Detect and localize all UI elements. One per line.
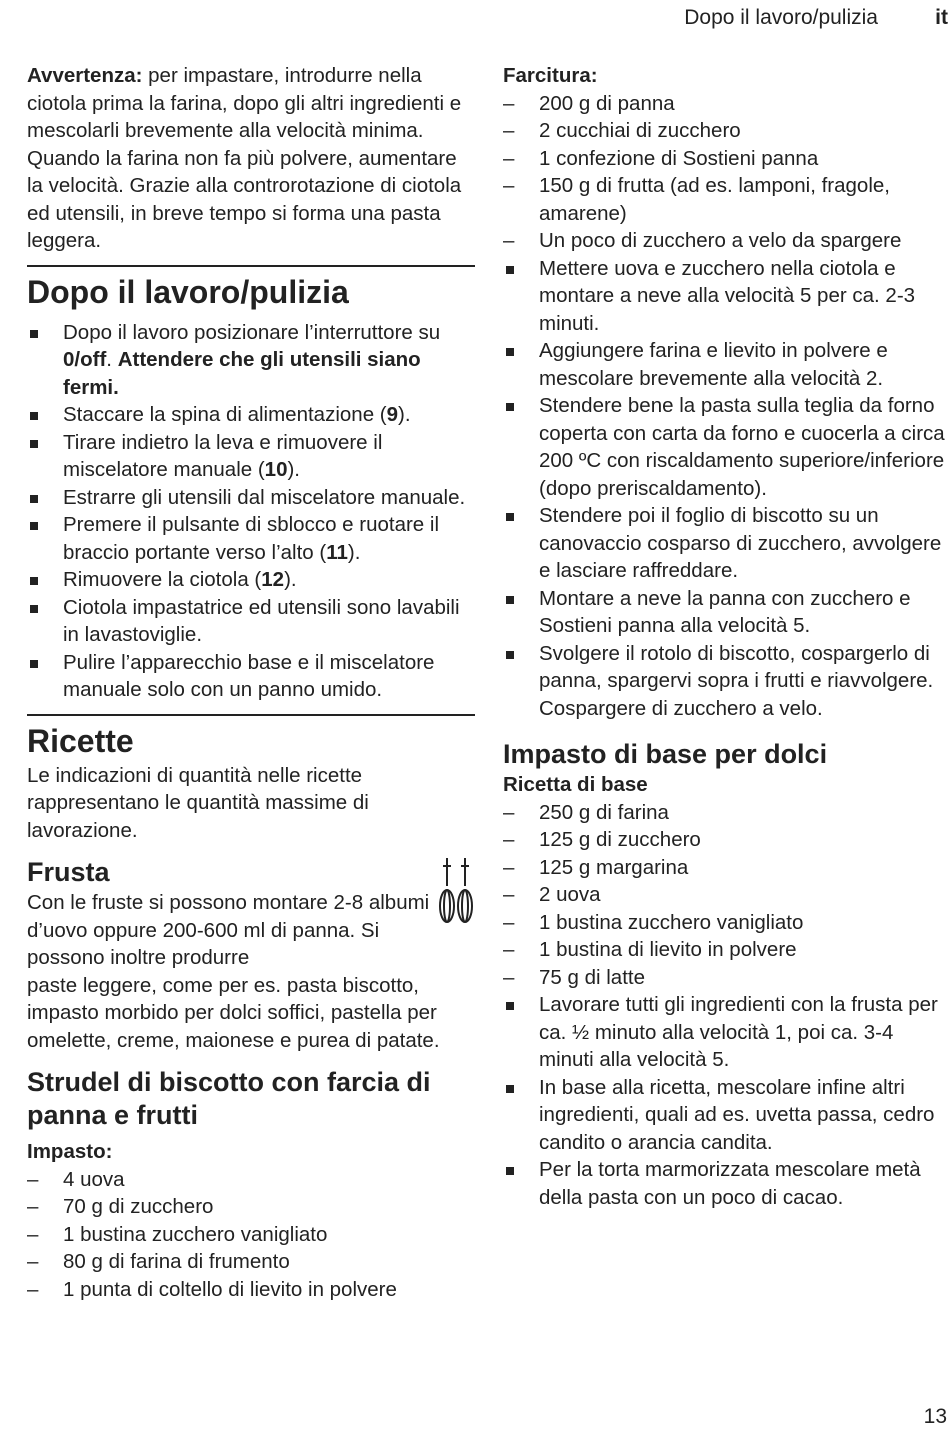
list-item: Aggiungere farina e lievito in polvere e mescolare brevemente alla velocità 2.	[503, 337, 948, 392]
ingredient-item	[27, 1276, 475, 1304]
list-item: In base alla ricetta, mescolare infine altri ingredienti, quali ad es. uvetta passa, cedro candito o arancia candita.	[503, 1074, 948, 1157]
list-item: Pulire l’apparecchio base e il miscelatore manuale solo con un panno umido.	[27, 649, 475, 704]
farcitura-label: Farcitura:	[503, 64, 598, 87]
figure-ref: 12	[261, 568, 285, 591]
ingredient-text: 125 g margarina	[539, 855, 689, 879]
ingredient-text: 250 g di farina	[539, 800, 669, 824]
ingredient-text: 70 g di zucchero	[63, 1195, 214, 1218]
dash: –	[503, 174, 515, 197]
ingredient-text: 1 punta di coltello di lievito in polvere	[63, 1277, 397, 1301]
frusta-title: Frusta	[27, 857, 110, 887]
list-item	[27, 319, 475, 402]
text: Tirare indietro la leva e rimuovere il miscelatore manuale (	[63, 430, 383, 481]
dash: –	[27, 1250, 39, 1273]
dash: –	[503, 938, 515, 961]
farcitura-list	[503, 90, 948, 255]
dash: –	[503, 229, 515, 252]
list-item: Lavorare tutti gli ingredienti con la frusta per ca. ½ minuto alla velocità 1, poi ca. 3-4 minuti alla velocità 5.	[503, 991, 948, 1074]
warning-paragraph	[27, 62, 475, 255]
ingredient-item	[503, 826, 948, 854]
text: Staccare la spina di alimentazione (	[63, 403, 387, 426]
list-item	[27, 511, 475, 566]
list-item: Montare a neve la panna con zucchero e Sostieni panna alla velocità 5.	[503, 585, 948, 640]
base-subtitle: Ricetta di base	[503, 773, 648, 796]
text: ).	[398, 403, 411, 426]
list-item: Mettere uova e zucchero nella ciotola e montare a neve alla velocità 5 per ca. 2-3 minuti.	[503, 255, 948, 338]
frusta-text-1: Con le fruste si possono montare 2-8 albumi d’uovo oppure 200-600 ml di panna. Si possono inoltre produrre	[27, 891, 430, 969]
ingredient-text: 75 g di latte	[539, 965, 645, 989]
ingredient-item	[503, 117, 948, 145]
list-item	[27, 566, 475, 594]
text: Rimuovere la ciotola (	[63, 568, 262, 591]
frusta-block	[27, 856, 475, 1054]
strudel-title: Strudel di biscotto con farcia di panna e frutti	[27, 1067, 431, 1130]
dash: –	[503, 855, 515, 879]
section-title-cleaning: Dopo il lavoro/pulizia	[27, 273, 349, 310]
list-item: Ciotola impastatrice ed utensili sono lavabili in lavastoviglie.	[27, 594, 475, 649]
ingredient-item	[503, 799, 948, 827]
ingredient-item	[503, 227, 948, 255]
dash: –	[503, 883, 515, 906]
dash: –	[503, 91, 515, 115]
list-item: Stendere poi il foglio di biscotto su un canovaccio cosparso di zucchero, avvolgere e lasciare raffreddare.	[503, 502, 948, 585]
dash: –	[503, 965, 515, 989]
ingredient-text: 150 g di frutta (ad es. lamponi, fragole, amarene)	[539, 174, 890, 225]
warning-text: per impastare, introdurre nella ciotola prima la farina, dopo gli altri ingredienti e mescolarli brevemente alla velocità minima. Quando la farina non fa più polvere, aumentare la velocità. Grazie alla controrotazione di ciotola ed utensili, in breve tempo si forma una pasta leggera.	[27, 64, 462, 252]
text: ).	[284, 568, 297, 591]
strudel-steps-list	[503, 255, 948, 723]
base-steps-list	[503, 991, 948, 1211]
ingredient-text: 2 uova	[539, 883, 601, 906]
impasto-label: Impasto:	[27, 1140, 113, 1163]
ingredient-text: 125 g di zucchero	[539, 828, 701, 851]
ingredient-item	[27, 1166, 475, 1194]
header-language: it	[935, 6, 948, 29]
base-ingredients-list	[503, 799, 948, 992]
dash: –	[27, 1277, 39, 1301]
list-item: Stendere bene la pasta sulla teglia da forno coperta con carta da forno e cuocerla a circa 200 ºC con riscaldamento superiore/inferiore (dopo preriscaldamento).	[503, 392, 948, 502]
section-recipes	[27, 714, 475, 845]
list-item: Estrarre gli utensili dal miscelatore manuale.	[27, 484, 475, 512]
ingredient-text: 2 cucchiai di zucchero	[539, 119, 741, 142]
warning-label: Avvertenza:	[27, 64, 143, 87]
ingredient-item	[503, 909, 948, 937]
text: ).	[347, 540, 361, 564]
frusta-text-2: paste leggere, come per es. pasta biscotto, impasto morbido per dolci soffici, pastella per omelette, creme, maionese e purea di patate.	[27, 973, 440, 1052]
ingredient-item	[27, 1221, 475, 1249]
recipes-intro: Le indicazioni di quantità nelle ricette rappresentano le quantità massime di lavorazione.	[27, 763, 369, 842]
page-header	[0, 2, 950, 32]
left-column	[27, 62, 475, 1303]
text: .	[106, 348, 118, 371]
figure-ref: 11	[326, 540, 348, 564]
dash: –	[503, 119, 515, 142]
ingredient-item	[503, 90, 948, 118]
ingredient-text: 80 g di farina di frumento	[63, 1250, 290, 1273]
section-cleaning	[27, 265, 475, 704]
list-item: Svolgere il rotolo di biscotto, cospargerlo di panna, spargervi sopra i frutti e riavvolgere. Cospargere di zucchero a velo.	[503, 640, 948, 723]
emphasis: Attendere che gli utensili siano fermi.	[63, 348, 421, 399]
figure-ref: 9	[386, 403, 399, 426]
impasto-list	[27, 1166, 475, 1304]
dash: –	[503, 146, 515, 170]
ingredient-item	[503, 964, 948, 992]
ingredient-item	[503, 881, 948, 909]
section-title-recipes: Ricette	[27, 722, 134, 759]
page-number: 13	[923, 1404, 947, 1428]
figure-ref: 10	[264, 458, 288, 481]
ingredient-item	[27, 1193, 475, 1221]
ingredient-text: 1 bustina zucchero vanigliato	[63, 1222, 328, 1246]
list-item	[27, 401, 475, 429]
ingredient-text: 200 g di panna	[539, 91, 675, 115]
ingredient-item	[503, 172, 948, 227]
dash: –	[27, 1195, 39, 1218]
text: Dopo il lavoro posizionare l’interruttore su	[63, 320, 441, 344]
list-item	[27, 429, 475, 484]
ingredient-text: Un poco di zucchero a velo da spargere	[539, 229, 902, 252]
ingredient-text: 4 uova	[63, 1167, 125, 1191]
right-column	[503, 62, 948, 1211]
dash: –	[503, 828, 515, 851]
text: ).	[287, 458, 301, 481]
ingredient-item	[503, 854, 948, 882]
text: Premere il pulsante di sblocco e ruotare il braccio portante verso l’alto (	[63, 513, 440, 564]
header-title: Dopo il lavoro/pulizia	[684, 6, 878, 29]
base-title: Impasto di base per dolci	[503, 739, 828, 769]
ingredient-text: 1 confezione di Sostieni panna	[539, 146, 819, 170]
cleaning-steps-list	[27, 319, 475, 704]
dash: –	[27, 1222, 39, 1246]
ingredient-item	[503, 145, 948, 173]
ingredient-item	[503, 936, 948, 964]
switch-position: 0/off	[63, 348, 107, 371]
ingredient-text: 1 bustina zucchero vanigliato	[539, 910, 804, 934]
dash: –	[503, 800, 515, 824]
dash: –	[27, 1167, 39, 1191]
list-item: Per la torta marmorizzata mescolare metà della pasta con un poco di cacao.	[503, 1156, 948, 1211]
ingredient-item	[27, 1248, 475, 1276]
whisk-icon	[437, 856, 475, 924]
ingredient-text: 1 bustina di lievito in polvere	[539, 938, 797, 961]
dash: –	[503, 910, 515, 934]
